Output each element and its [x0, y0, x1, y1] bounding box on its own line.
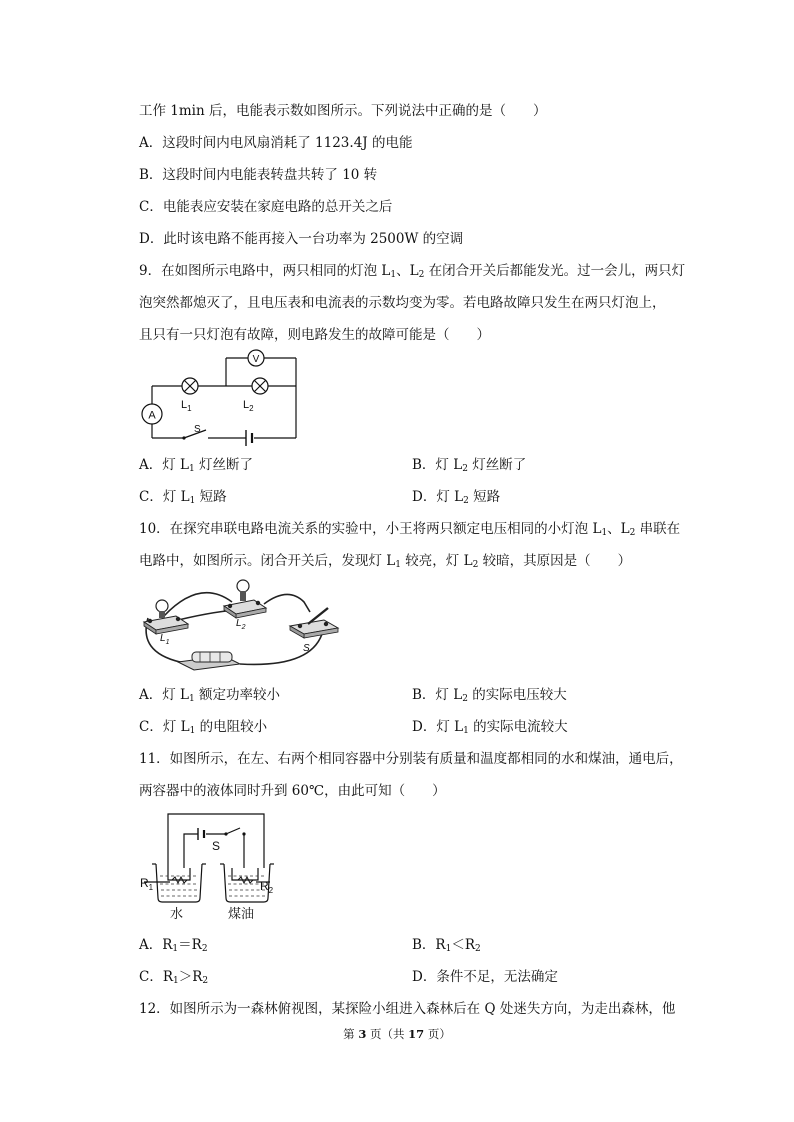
lamp-l1-board — [144, 600, 188, 634]
q10-experiment-photo — [140, 572, 340, 676]
q8-stem-tail: 工作 1min 后，电能表示数如图所示。下列说法中正确的是（ ） — [139, 103, 547, 119]
label-l2: $L_2$ — [243, 399, 254, 413]
q11-heating-diagram — [140, 806, 280, 924]
q9-circuit-diagram — [138, 346, 304, 446]
q9-option-d: D．灯 $L_2$ 短路 — [412, 489, 501, 506]
q9-stem-line2: 泡突然都熄灭了，且电压表和电流表的示数均变为零。若电路故障只发生在两只灯泡上， — [139, 295, 666, 311]
label-switch: S — [194, 424, 201, 435]
ammeter-symbol — [142, 404, 162, 424]
q11-option-b: B．$R_1<R_2$ — [412, 937, 481, 954]
q11-option-d: D．条件不足，无法确定 — [412, 969, 558, 985]
switch-pivot — [224, 832, 227, 835]
q9-stem-line3: 且只有一只灯泡有故障，则电路发生的故障可能是（ ） — [139, 327, 490, 343]
q10-stem-line2: 电路中，如图所示。闭合开关后，发现灯 $L_1$ 较亮，灯 $L_2$ 较暗，其原因是（ ） — [139, 553, 632, 570]
label-l1: $L_1$ — [181, 399, 192, 413]
q8-option-a: A．这段时间内电风扇消耗了 1123.4J 的电能 — [139, 135, 413, 151]
q11-stem-line1: 11．如图所示，在左、右两个相同容器中分别装有质量和温度都相同的水和煤油，通电后， — [139, 751, 683, 767]
q11-option-c: C．$R_1>R_2$ — [139, 969, 209, 986]
q8-option-b: B．这段时间内电能表转盘共转了 10 转 — [139, 167, 378, 183]
svg-text:A: A — [148, 409, 156, 422]
q9-option-a: A．灯 $L_1$ 灯丝断了 — [139, 457, 254, 474]
battery-holder — [178, 652, 240, 670]
switch-pivot — [182, 436, 185, 439]
q9-option-b: B．灯 $L_2$ 灯丝断了 — [412, 457, 527, 474]
label-l2: $L_2$ — [236, 618, 246, 631]
q9-stem-line1: 9．在如图所示电路中，两只相同的灯泡 $L_1$、$L_2$ 在闭合开关后都能发光。过一会儿，两只灯 — [139, 263, 686, 280]
label-water: 水 — [170, 906, 184, 921]
voltmeter-symbol — [248, 350, 264, 366]
q10-option-b: B．灯 $L_2$ 的实际电压较大 — [412, 687, 567, 704]
switch-contact — [242, 832, 245, 835]
label-r2: $R_2$ — [260, 879, 274, 895]
label-switch: S — [212, 839, 221, 853]
label-r1: $R_1$ — [140, 876, 154, 892]
q8-option-c: C．电能表应安装在家庭电路的总开关之后 — [139, 199, 393, 215]
switch-board — [290, 608, 338, 638]
lamp-l2-symbol — [252, 378, 268, 394]
q10-option-c: C．灯 $L_1$ 的电阻较小 — [139, 719, 268, 736]
lamp-l2-board — [224, 580, 266, 618]
q10-option-a: A．灯 $L_1$ 额定功率较小 — [139, 687, 281, 704]
q11-option-a: A．$R_1=R_2$ — [139, 937, 208, 954]
q10-option-d: D．灯 $L_1$ 的实际电流较大 — [412, 719, 568, 736]
svg-text:V: V — [252, 354, 260, 365]
label-kerosene: 煤油 — [228, 906, 255, 921]
q11-stem-line2: 两容器中的液体同时升到 60℃，由此可知（ ） — [139, 783, 446, 799]
q8-option-d: D．此时该电路不能再接入一台功率为 2500W 的空调 — [139, 231, 464, 247]
lamp-l1-symbol — [182, 378, 198, 394]
q12-stem-line1: 12．如图所示为一森林俯视图，某探险小组进入森林后在 Q 处迷失方向，为走出森林，他 — [139, 1001, 676, 1017]
label-switch: S — [303, 643, 310, 654]
page-footer: 第 3 页（共 17 页） — [343, 1027, 451, 1041]
q10-stem-line1: 10．在探究串联电路电流关系的实验中，小王将两只额定电压相同的小灯泡 $L_1$、$L_2$ 串联在 — [139, 521, 681, 538]
label-l1: $L_1$ — [160, 633, 170, 646]
q9-option-c: C．灯 $L_1$ 短路 — [139, 489, 227, 506]
